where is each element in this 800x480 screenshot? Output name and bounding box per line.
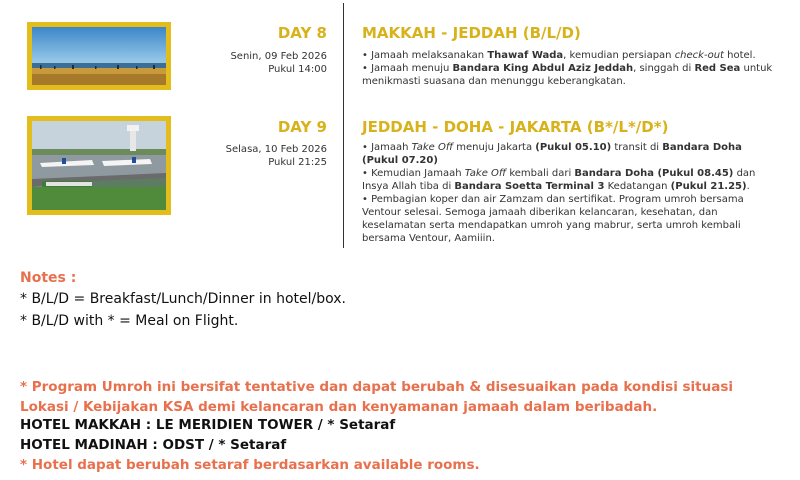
description-item: • Jamaah Take Off menuju Jakarta (Pukul 05.10) transit di Bandara Doha (Pukul 07.20) [362,142,742,166]
program-disclaimer: * Program Umroh ini bersifat tentative dan dapat berubah & disesuaikan pada kondisi situasi Lokasi / Kebijakan KSA demi kelancaran dan kenyamanan jamaah dalam beribadah. [20,379,734,415]
route-title: JEDDAH - DOHA - JAKARTA (B*/L*/D*) [362,118,669,136]
day-time: Pukul 14:00 [268,64,327,75]
note-line: * B/L/D with * = Meal on Flight. [20,313,239,329]
description-item: • Jamaah menuju Bandara King Abdul Aziz Jeddah, singgah di Red Sea untuk menikmasti suasana dan menunggu keberangkatan. [362,63,773,87]
day-description [362,141,780,245]
day-label: DAY 8 [277,24,327,42]
day-date: Selasa, 10 Feb 2026 [225,144,327,155]
day-date: Senin, 09 Feb 2026 [230,51,327,62]
note-line: * B/L/D = Breakfast/Lunch/Dinner in hotel/box. [20,291,346,307]
day-datetime [230,50,327,76]
day-datetime [226,143,327,169]
day-label: DAY 9 [277,118,327,136]
description-item: • Kemudian Jamaah Take Off kembali dari Bandara Doha (Pukul 08.45) dan Insya Allah tiba di Bandara Soetta Terminal 3 Kedatangan (Pukul 21.25). [362,168,756,192]
red-sea-photo [27,22,171,90]
hotel-note: * Hotel dapat berubah setaraf berdasarkan available rooms. [20,457,480,473]
airport-photo [27,116,171,215]
timeline-divider [343,3,344,248]
hotel-madinah: HOTEL MADINAH : ODST / * Setaraf [20,437,287,453]
description-item: • Jamaah melaksanakan Thawaf Wada, kemudian persiapan check-out hotel. [362,50,756,61]
description-item: • Pembagian koper dan air Zamzam dan sertifikat. Program umroh bersama Ventour selesai. Semoga jamaah diberikan kelancaran, kesehatan, dan keselamatan serta mendapatkan umroh yang mabrur, serta umroh kembali bersama Ventour, Aamiiin. [362,194,744,244]
notes-title: Notes : [20,270,77,286]
route-title: MAKKAH - JEDDAH (B/L/D) [362,24,581,42]
day-time: Pukul 21:25 [268,157,327,168]
hotel-makkah: HOTEL MAKKAH : LE MERIDIEN TOWER / * Setaraf [20,417,396,433]
day-description [362,49,780,88]
